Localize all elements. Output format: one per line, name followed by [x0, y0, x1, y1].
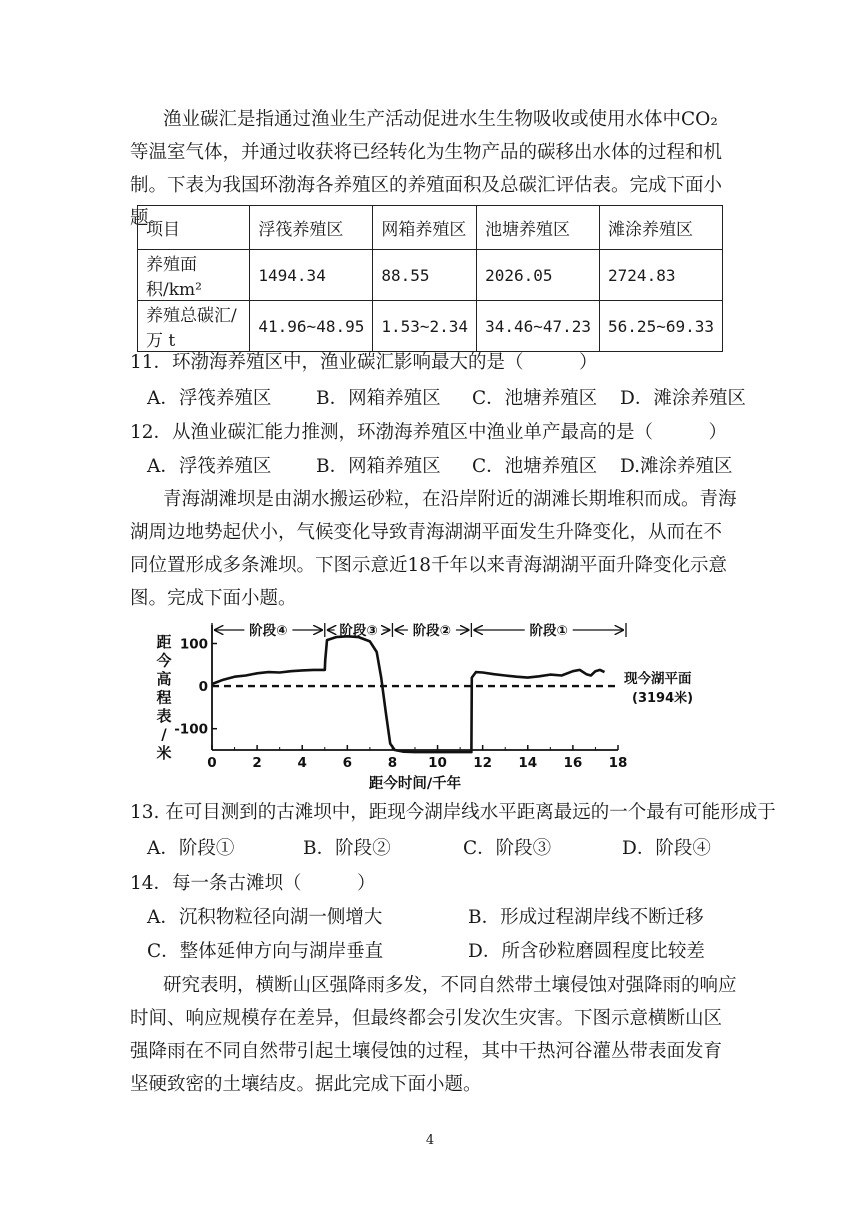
x-tick-label: 2	[252, 755, 262, 771]
table-cell: 1494.34	[250, 250, 373, 301]
y-axis-label-char: 高	[156, 670, 172, 688]
present-lake-level-label: 现今湖平面	[624, 671, 692, 688]
carbon-sink-table	[137, 205, 723, 352]
question-14-option-d: D．所含砂粒磨圆程度比较差	[468, 941, 705, 962]
table-row	[138, 301, 723, 352]
hengduan-intro: 研究表明，横断山区强降雨多发，不同自然带土壤侵蚀对强降雨的响应时间、响应规模存在差异，但最终都会引发次生灾害。下图示意横断山区强降雨在不同自然带引起土壤侵蚀的过程，其中干热河谷灌丛带表面发育坚硬致密的土壤结皮。据此完成下面小题。	[130, 975, 737, 1095]
stage-label: 阶段④	[249, 623, 288, 639]
table-header-cell: 网箱养殖区	[373, 206, 477, 250]
y-tick-label: -100	[174, 721, 208, 738]
fishery-carbon-intro: 渔业碳汇是指通过渔业生产活动促进水生生物吸收或使用水体中CO₂ 等温室气体，并通过收获将已经转化为生物产品的碳移出水体的过程和机制。下表为我国环渤海各养殖区的养殖面积及总碳汇评估表。完成下面小题。	[130, 109, 723, 229]
question-12-option-a: A．浮筏养殖区	[147, 456, 272, 477]
table-cell: 养殖总碳汇/万 t	[138, 301, 250, 352]
x-tick-label: 0	[207, 755, 217, 771]
question-13-stem: 13. 在可目测到的古滩坝中，距现今湖岸线水平距离最远的一个最有可能形成于	[130, 802, 776, 823]
question-14-option-b: B．形成过程湖岸线不断迁移	[468, 907, 704, 928]
question-11-option-a: A．浮筏养殖区	[147, 388, 272, 409]
question-11-option-b: B．网箱养殖区	[316, 388, 441, 409]
x-tick-label: 16	[563, 755, 583, 771]
question-11-option-d: D．滩涂养殖区	[620, 388, 746, 409]
y-axis-label	[155, 633, 171, 762]
question-12-option-d: D.滩涂养殖区	[620, 456, 733, 477]
x-tick-label: 14	[518, 755, 538, 771]
question-13-option-c: C．阶段③	[463, 838, 552, 859]
question-12-stem: 12．从渔业碳汇能力推测，环渤海养殖区中渔业单产最高的是（ ）	[130, 422, 728, 443]
question-12-option-c: C．池塘养殖区	[472, 456, 598, 477]
question-14-stem: 14．每一条古滩坝（ ）	[130, 873, 376, 894]
question-14-option-a: A．沉积物粒径向湖一侧增大	[147, 907, 383, 928]
table-header-cell: 滩涂养殖区	[600, 206, 723, 250]
table-cell: 1.53~2.34	[373, 301, 477, 352]
table-header-cell: 池塘养殖区	[477, 206, 600, 250]
y-axis-label-char: 程	[156, 688, 172, 707]
question-13-option-d: D．阶段④	[622, 838, 711, 859]
y-axis-label-char: 今	[156, 651, 172, 670]
y-tick-label: 100	[179, 636, 208, 653]
question-13-option-b: B．阶段②	[303, 838, 391, 859]
table-header-cell: 浮筏养殖区	[250, 206, 373, 250]
lake-level-chart-svg	[150, 615, 720, 795]
question-11-option-c: C．池塘养殖区	[472, 388, 598, 409]
table-cell: 2724.83	[600, 250, 723, 301]
y-tick-label: 0	[198, 679, 208, 696]
table-cell: 2026.05	[477, 250, 600, 301]
table-row	[138, 250, 723, 301]
x-tick-label: 10	[428, 755, 447, 771]
question-11-stem: 11．环渤海养殖区中，渔业碳汇影响最大的是（ ）	[130, 352, 598, 373]
x-tick-label: 18	[608, 755, 628, 771]
x-tick-label: 8	[387, 755, 398, 771]
stage-label: 阶段②	[412, 623, 452, 639]
table-cell: 56.25~69.33	[600, 301, 723, 352]
question-12-option-b: B．网箱养殖区	[316, 456, 441, 477]
table-cell: 88.55	[373, 250, 477, 301]
x-tick-label: 4	[297, 755, 307, 771]
table-header-row	[138, 206, 723, 250]
lake-level-chart	[150, 615, 720, 795]
stage-label: 阶段③	[339, 623, 378, 639]
table-cell: 41.96~48.95	[250, 301, 373, 352]
question-14-option-c: C．整体延伸方向与湖岸垂直	[147, 941, 384, 962]
table-cell: 34.46~47.23	[477, 301, 600, 352]
y-axis-label-char: 表	[156, 707, 172, 725]
x-tick-label: 12	[473, 755, 493, 771]
y-axis-label-char: /	[161, 725, 167, 744]
qinghai-lake-intro: 青海湖滩坝是由湖水搬运砂粒，在沿岸附近的湖滩长期堆积而成。青海湖周边地势起伏小，气候变化导致青海湖湖平面发生升降变化，从而在不同位置形成多条滩坝。下图示意近18千年以来青海湖湖平面升降变化示意图。完成下面小题。	[130, 489, 737, 609]
y-axis-label-char: 距	[156, 633, 172, 651]
table-header-cell: 项目	[138, 206, 250, 250]
stage-label: 阶段①	[529, 623, 568, 639]
lake-level-curve	[212, 636, 605, 752]
question-13-option-a: A．阶段①	[147, 838, 235, 859]
x-axis-title: 距今时间/千年	[368, 776, 462, 792]
table-cell: 养殖面积/km²	[138, 250, 250, 301]
y-axis-label-char: 米	[156, 744, 172, 762]
present-lake-level-sublabel: (3194米)	[632, 691, 694, 707]
page-number: 4	[425, 1133, 435, 1148]
x-tick-label: 6	[342, 755, 353, 771]
